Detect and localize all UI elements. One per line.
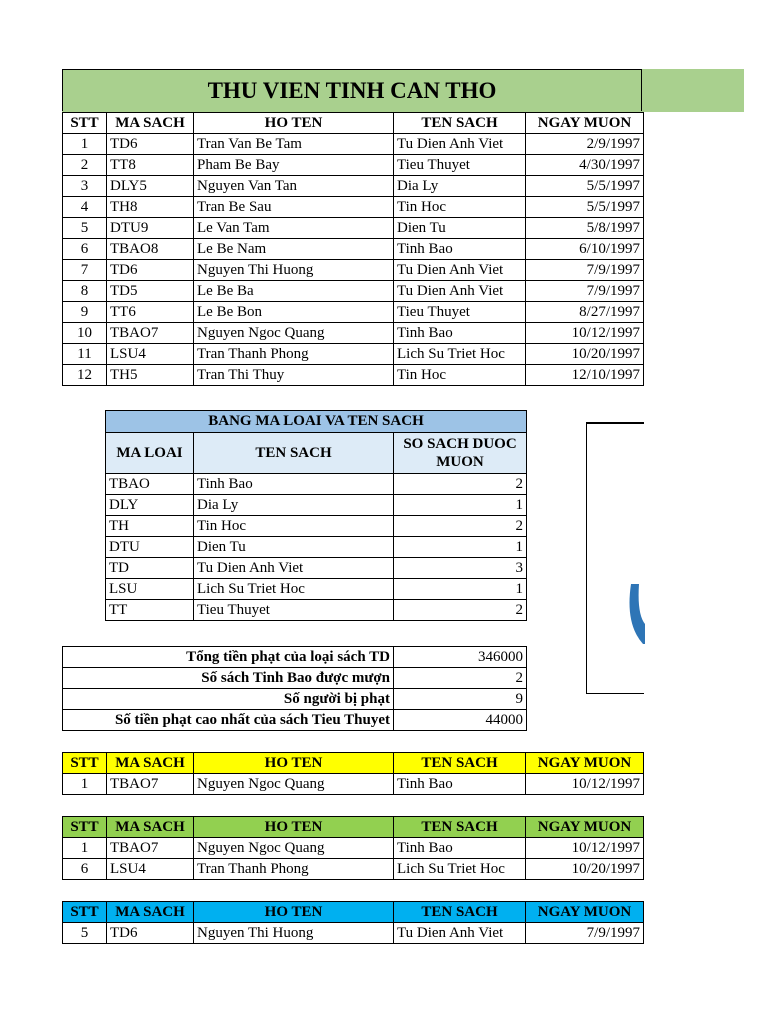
header-ten-sach[interactable]: TEN SACH xyxy=(394,817,526,838)
table-row xyxy=(63,923,644,944)
filter-table-header xyxy=(63,817,644,838)
table-cell[interactable]: 10/12/1997 xyxy=(526,838,644,859)
table-cell[interactable]: 12/10/1997 xyxy=(526,365,644,386)
table-cell[interactable]: 6 xyxy=(63,859,107,880)
table-cell[interactable]: Tran Van Be Tam xyxy=(194,134,394,155)
table-cell[interactable]: Lich Su Triet Hoc xyxy=(194,579,394,600)
table-cell[interactable]: TT8 xyxy=(107,155,194,176)
main-table-body xyxy=(63,134,644,386)
table-cell[interactable]: Tran Be Sau xyxy=(194,197,394,218)
table-cell[interactable]: Tieu Thuyet xyxy=(194,600,394,621)
filter-table-header xyxy=(63,902,644,923)
table-cell[interactable]: 10/20/1997 xyxy=(526,859,644,880)
table-cell[interactable]: Tin Hoc xyxy=(394,365,526,386)
table-cell[interactable]: TBAO7 xyxy=(107,774,194,795)
code-table xyxy=(105,410,527,621)
main-table-header xyxy=(63,113,644,134)
header-so-sach[interactable]: SO SACH DUOC MUON xyxy=(394,433,527,474)
table-cell[interactable]: Dia Ly xyxy=(194,495,394,516)
table-cell[interactable]: Tinh Bao xyxy=(394,838,526,859)
header-ngay-muon[interactable]: NGAY MUON xyxy=(526,113,644,134)
table-cell[interactable]: Le Be Bon xyxy=(194,302,394,323)
header-ma-sach[interactable]: MA SACH xyxy=(107,113,194,134)
table-cell[interactable]: DTU9 xyxy=(107,218,194,239)
table-cell[interactable]: Tran Thanh Phong xyxy=(194,859,394,880)
table-row xyxy=(63,323,644,344)
table-cell[interactable]: TD xyxy=(106,558,194,579)
table-cell[interactable]: Tu Dien Anh Viet xyxy=(394,134,526,155)
table-cell[interactable]: 6 xyxy=(63,239,107,260)
table-row xyxy=(106,537,527,558)
table-row xyxy=(63,281,644,302)
table-cell[interactable]: Tu Dien Anh Viet xyxy=(394,923,526,944)
summary-label[interactable]: Tổng tiền phạt của loại sách TD xyxy=(63,647,394,668)
table-cell[interactable]: Tran Thi Thuy xyxy=(194,365,394,386)
table-row xyxy=(106,600,527,621)
table-cell[interactable]: TD6 xyxy=(107,134,194,155)
table-cell[interactable]: DLY xyxy=(106,495,194,516)
table-cell[interactable]: LSU xyxy=(106,579,194,600)
summary-row xyxy=(63,689,527,710)
table-cell[interactable]: Tieu Thuyet xyxy=(394,302,526,323)
table-cell[interactable]: TT6 xyxy=(107,302,194,323)
table-cell[interactable]: Nguyen Van Tan xyxy=(194,176,394,197)
header-code-ten-sach[interactable]: TEN SACH xyxy=(194,433,394,474)
table-row xyxy=(63,260,644,281)
filter-table-3 xyxy=(62,901,644,944)
table-cell[interactable]: Tinh Bao xyxy=(194,474,394,495)
header-ngay-muon[interactable]: NGAY MUON xyxy=(526,902,644,923)
table-cell[interactable]: 1 xyxy=(394,579,527,600)
table-cell[interactable]: 2 xyxy=(394,516,527,537)
table-cell[interactable]: TBAO xyxy=(106,474,194,495)
table-cell[interactable]: TD6 xyxy=(107,923,194,944)
table-cell[interactable]: Nguyen Thi Huong xyxy=(194,923,394,944)
table-row xyxy=(106,579,527,600)
table-cell[interactable]: 5/5/1997 xyxy=(526,176,644,197)
table-cell[interactable]: TBAO7 xyxy=(107,838,194,859)
table-cell[interactable]: Tinh Bao xyxy=(394,774,526,795)
table-cell[interactable]: Lich Su Triet Hoc xyxy=(394,859,526,880)
table-cell[interactable]: Le Be Nam xyxy=(194,239,394,260)
filter-table-2 xyxy=(62,816,644,880)
header-ma-sach[interactable]: MA SACH xyxy=(107,817,194,838)
summary-row xyxy=(63,647,527,668)
table-cell[interactable]: 10/12/1997 xyxy=(526,323,644,344)
filter-table-header xyxy=(63,753,644,774)
table-cell[interactable]: 8 xyxy=(63,281,107,302)
table-cell[interactable]: Tin Hoc xyxy=(394,197,526,218)
header-ten-sach[interactable]: TEN SACH xyxy=(394,113,526,134)
table-cell[interactable]: 1 xyxy=(394,495,527,516)
table-row xyxy=(106,474,527,495)
table-cell[interactable]: 9 xyxy=(63,302,107,323)
header-ma-sach[interactable]: MA SACH xyxy=(107,753,194,774)
header-ten-sach[interactable]: TEN SACH xyxy=(394,753,526,774)
table-cell[interactable]: Le Van Tam xyxy=(194,218,394,239)
table-cell[interactable]: TH8 xyxy=(107,197,194,218)
table-cell[interactable]: 5 xyxy=(63,923,107,944)
header-ma-loai[interactable]: MA LOAI xyxy=(106,433,194,474)
table-row xyxy=(63,859,644,880)
table-cell[interactable]: Nguyen Ngoc Quang xyxy=(194,323,394,344)
table-cell[interactable]: TH5 xyxy=(107,365,194,386)
header-ho-ten[interactable]: HO TEN xyxy=(194,113,394,134)
table-row xyxy=(63,218,644,239)
table-cell[interactable]: TBAO7 xyxy=(107,323,194,344)
header-ho-ten[interactable]: HO TEN xyxy=(194,902,394,923)
table-cell[interactable]: Tieu Thuyet xyxy=(394,155,526,176)
table-cell[interactable]: Nguyen Ngoc Quang xyxy=(194,838,394,859)
table-cell[interactable]: 8/27/1997 xyxy=(526,302,644,323)
code-table-title: BANG MA LOAI VA TEN SACH xyxy=(106,411,527,433)
table-cell[interactable]: 5/8/1997 xyxy=(526,218,644,239)
table-cell[interactable]: 2 xyxy=(394,600,527,621)
table-cell[interactable]: 1 xyxy=(394,537,527,558)
page-title: THU VIEN TINH CAN THO xyxy=(207,78,497,103)
table-cell[interactable]: DTU xyxy=(106,537,194,558)
main-table xyxy=(62,112,644,386)
table-cell[interactable]: TH xyxy=(106,516,194,537)
table-cell[interactable]: Nguyen Thi Huong xyxy=(194,260,394,281)
chart-object[interactable] xyxy=(586,422,644,694)
filter-table-1 xyxy=(62,752,644,795)
summary-label[interactable]: Số người bị phạt xyxy=(63,689,394,710)
table-cell[interactable]: Pham Be Bay xyxy=(194,155,394,176)
summary-value[interactable]: 346000 xyxy=(394,647,527,668)
table-cell[interactable]: 1 xyxy=(63,134,107,155)
table-row xyxy=(106,495,527,516)
header-ngay-muon[interactable]: NGAY MUON xyxy=(526,753,644,774)
table-cell[interactable]: Tin Hoc xyxy=(194,516,394,537)
summary-value[interactable]: 44000 xyxy=(394,710,527,731)
table-cell[interactable]: Nguyen Ngoc Quang xyxy=(194,774,394,795)
table-row xyxy=(63,239,644,260)
table-cell[interactable]: TD5 xyxy=(107,281,194,302)
table-cell[interactable]: Lich Su Triet Hoc xyxy=(394,344,526,365)
table-cell[interactable]: 10/12/1997 xyxy=(526,774,644,795)
table-cell[interactable]: 5/5/1997 xyxy=(526,197,644,218)
table-cell[interactable]: Dien Tu xyxy=(394,218,526,239)
summary-row xyxy=(63,710,527,731)
table-cell[interactable]: 1 xyxy=(63,838,107,859)
header-stt[interactable]: STT xyxy=(63,113,107,134)
table-row xyxy=(63,838,644,859)
table-cell[interactable]: 2 xyxy=(63,155,107,176)
summary-label[interactable]: Số sách Tinh Bao được mượn xyxy=(63,668,394,689)
table-row xyxy=(63,344,644,365)
table-cell[interactable]: 7/9/1997 xyxy=(526,281,644,302)
header-ma-sach[interactable]: MA SACH xyxy=(107,902,194,923)
table-row xyxy=(63,774,644,795)
code-table-body xyxy=(106,474,527,621)
table-cell[interactable]: 7 xyxy=(63,260,107,281)
table-cell[interactable]: Tu Dien Anh Viet xyxy=(194,558,394,579)
table-cell[interactable]: TT xyxy=(106,600,194,621)
table-cell[interactable]: LSU4 xyxy=(107,344,194,365)
summary-value[interactable]: 2 xyxy=(394,668,527,689)
table-cell[interactable]: 10 xyxy=(63,323,107,344)
table-cell[interactable]: 12 xyxy=(63,365,107,386)
table-cell[interactable]: LSU4 xyxy=(107,859,194,880)
table-cell[interactable]: DLY5 xyxy=(107,176,194,197)
table-cell[interactable]: Tinh Bao xyxy=(394,239,526,260)
table-row xyxy=(63,365,644,386)
table-cell[interactable]: 7/9/1997 xyxy=(526,260,644,281)
summary-value[interactable]: 9 xyxy=(394,689,527,710)
chart-arc-graphic xyxy=(587,424,645,696)
table-cell[interactable]: 3 xyxy=(63,176,107,197)
table-cell[interactable]: 3 xyxy=(394,558,527,579)
table-row xyxy=(63,197,644,218)
table-cell[interactable]: 4/30/1997 xyxy=(526,155,644,176)
table-cell[interactable]: Tinh Bao xyxy=(394,323,526,344)
table-cell[interactable]: 1 xyxy=(63,774,107,795)
table-cell[interactable]: 2 xyxy=(394,474,527,495)
table-row xyxy=(63,155,644,176)
table-row xyxy=(63,176,644,197)
header-stt[interactable]: STT xyxy=(63,753,107,774)
table-cell[interactable]: 7/9/1997 xyxy=(526,923,644,944)
header-stt[interactable]: STT xyxy=(63,902,107,923)
table-row xyxy=(63,134,644,155)
table-cell[interactable]: Tu Dien Anh Viet xyxy=(394,260,526,281)
table-cell[interactable]: 10/20/1997 xyxy=(526,344,644,365)
table-cell[interactable]: Le Be Ba xyxy=(194,281,394,302)
header-ten-sach[interactable]: TEN SACH xyxy=(394,902,526,923)
table-cell[interactable]: Dia Ly xyxy=(394,176,526,197)
summary-row xyxy=(63,668,527,689)
summary-label[interactable]: Số tiền phạt cao nhất của sách Tieu Thuyet xyxy=(63,710,394,731)
table-cell[interactable]: Dien Tu xyxy=(194,537,394,558)
table-cell[interactable]: Tu Dien Anh Viet xyxy=(394,281,526,302)
table-row xyxy=(63,302,644,323)
table-row xyxy=(106,558,527,579)
table-row xyxy=(106,516,527,537)
table-cell[interactable]: 11 xyxy=(63,344,107,365)
table-cell[interactable]: 6/10/1997 xyxy=(526,239,644,260)
header-ho-ten[interactable]: HO TEN xyxy=(194,753,394,774)
table-cell[interactable]: TD6 xyxy=(107,260,194,281)
table-cell[interactable]: Tran Thanh Phong xyxy=(194,344,394,365)
table-cell[interactable]: 2/9/1997 xyxy=(526,134,644,155)
header-stt[interactable]: STT xyxy=(63,817,107,838)
header-ngay-muon[interactable]: NGAY MUON xyxy=(526,817,644,838)
table-cell[interactable]: TBAO8 xyxy=(107,239,194,260)
table-cell[interactable]: 4 xyxy=(63,197,107,218)
summary-table xyxy=(62,646,527,731)
table-cell[interactable]: 5 xyxy=(63,218,107,239)
header-ho-ten[interactable]: HO TEN xyxy=(194,817,394,838)
